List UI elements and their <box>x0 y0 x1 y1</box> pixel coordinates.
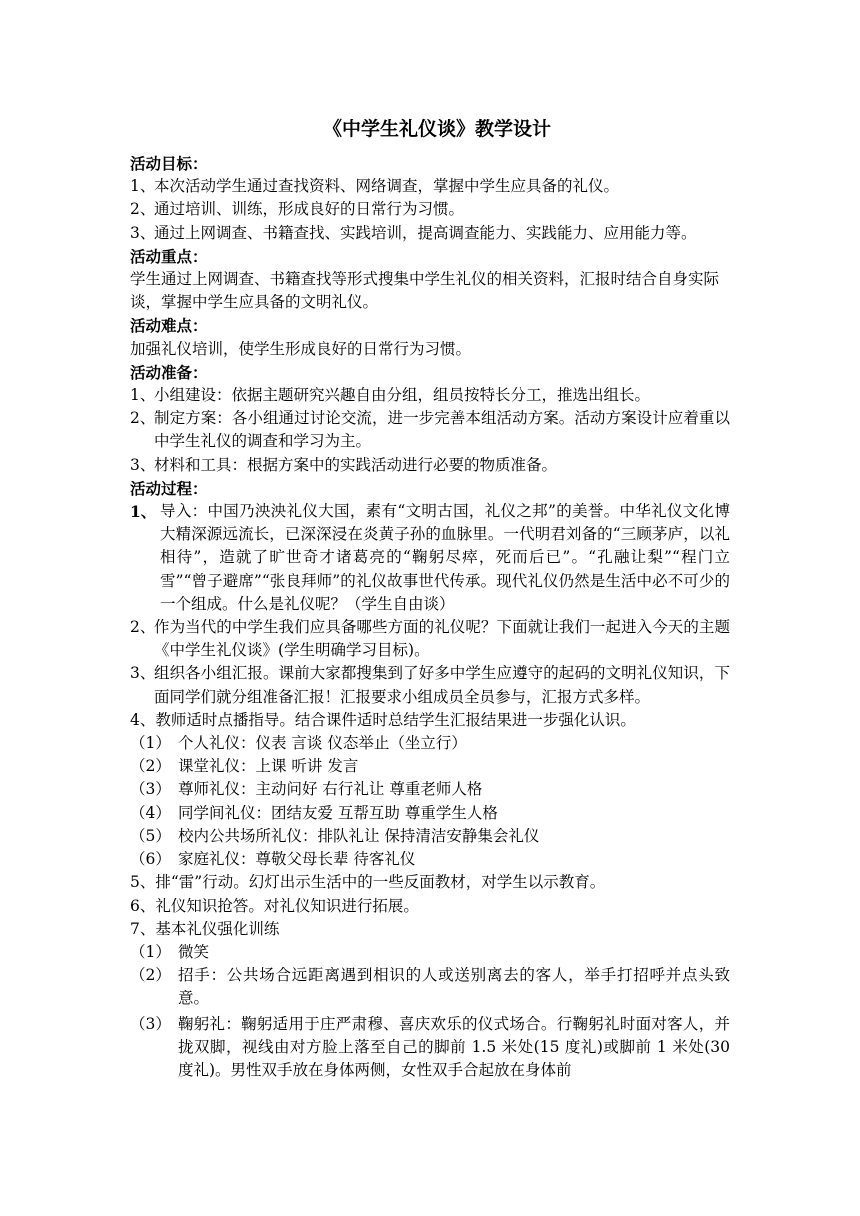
etiquette-item <box>130 825 730 848</box>
item-text: 家庭礼仪：尊敬父母长辈 待客礼仪 <box>178 850 416 869</box>
document-body <box>130 116 730 1082</box>
document-title: 《中学生礼仪谈》教学设计 <box>322 118 551 140</box>
prep-item <box>130 384 730 407</box>
item-number: （4） <box>130 803 171 822</box>
process-item: 4、教师适时点播指导。结合课件适时总结学生汇报结果进一步强化认识。 <box>130 710 636 729</box>
item-text: 通过上网调查、书籍查找、实践培训，提高调查能力、实践能力、应用能力等。 <box>154 223 697 242</box>
etiquette-item <box>130 802 730 825</box>
item-number: （3） <box>130 1014 171 1033</box>
etiquette-item <box>130 732 730 755</box>
item-text: 校内公共场所礼仪：排队礼让 保持清洁安静集会礼仪 <box>178 826 540 845</box>
process-item <box>130 662 730 708</box>
training-item <box>130 941 730 964</box>
item-text: 作为当代的中学生我们应具备哪些方面的礼仪呢？下面就让我们一起进入今天的主题《中学生礼仪谈》(学生明确学习目标)。 <box>154 618 730 660</box>
item-text: 导入：中国乃泱泱礼仪大国，素有“文明古国，礼仪之邦”的美誉。中华礼仪文化博大精深源远流长，已深深浸在炎黄子孙的血脉里。一代明君刘备的“三顾茅庐，以礼相待”，造就了旷世奇才诸葛亮的“鞠躬尽瘁，死而后已”。“孔融让梨”“程门立雪”“曾子避席”“张良拜师”的礼仪故事世代传承。现代礼仪仍然是生活中必不可少的一个组成。什么是礼仪呢？（学生自由谈） <box>160 502 730 613</box>
item-text: 通过培训、训练，形成良好的日常行为习惯。 <box>154 200 465 219</box>
prep-heading: 活动准备： <box>130 362 208 382</box>
prep-item <box>130 407 730 453</box>
process-item: 6、礼仪知识抢答。对礼仪知识进行拓展。 <box>130 896 419 915</box>
item-text: 本次活动学生通过查找资料、网络调查，掌握中学生应具备的礼仪。 <box>154 177 620 196</box>
item-number: （2） <box>130 757 171 776</box>
goal-item <box>130 222 730 245</box>
key-heading: 活动重点： <box>130 246 208 266</box>
item-text: 招手：公共场合远距离遇到相识的人或送别离去的客人，举手打招呼并点头致意。 <box>178 966 730 1008</box>
item-number: （6） <box>130 850 171 869</box>
item-number: （1） <box>130 942 171 961</box>
item-number: 2、 <box>130 200 156 219</box>
etiquette-item <box>130 848 730 871</box>
difficulty-text: 加强礼仪培训，使学生形成良好的日常行为习惯。 <box>130 339 472 358</box>
item-number: （5） <box>130 826 171 845</box>
item-text: 小组建设：依据主题研究兴趣自由分组，组员按特长分工，推选出组长。 <box>154 386 651 405</box>
goal-item <box>130 198 730 221</box>
item-number: （2） <box>130 966 171 985</box>
item-number: 3、 <box>130 223 156 242</box>
item-number: 1、 <box>130 502 157 522</box>
item-number: 3、 <box>130 664 156 683</box>
item-text: 微笑 <box>178 942 210 961</box>
item-text: 尊师礼仪：主动问好 右行礼让 尊重老师人格 <box>178 780 483 799</box>
item-text: 鞠躬礼：鞠躬适用于庄严肃穆、喜庆欢乐的仪式场合。行鞠躬礼时面对客人，并拢双脚，视线由对方脸上落至自己的脚前 1.5 米处(15 度礼)或脚前 1 米处(30 度礼)。男性双手放在身体两侧，女性双手合起放在身体前 <box>178 1014 730 1079</box>
training-item <box>130 964 730 1010</box>
item-number: （1） <box>130 734 171 753</box>
item-number: 3、 <box>130 455 156 474</box>
goal-item <box>130 175 730 198</box>
item-number: 1、 <box>130 177 156 196</box>
process-heading: 活动过程： <box>130 478 208 498</box>
process-item <box>130 500 730 616</box>
item-number: 1、 <box>130 386 156 405</box>
item-text: 组织各小组汇报。课前大家都搜集到了好多中学生应遵守的起码的文明礼仪知识，下面同学们就分组准备汇报！汇报要求小组成员全员参与，汇报方式多样。 <box>154 664 730 706</box>
etiquette-item <box>130 755 730 778</box>
item-number: 2、 <box>130 618 156 637</box>
key-text: 学生通过上网调查、书籍查找等形式搜集中学生礼仪的相关资料，汇报时结合自身实际谈，掌握中学生应具备的文明礼仪。 <box>130 270 720 312</box>
training-item <box>130 1013 730 1083</box>
process-item: 7、基本礼仪强化训练 <box>130 919 280 938</box>
item-number: （3） <box>130 780 171 799</box>
item-text: 材料和工具：根据方案中的实践活动进行必要的物质准备。 <box>154 455 558 474</box>
item-number: 2、 <box>130 409 156 428</box>
etiquette-item <box>130 778 730 801</box>
item-text: 制定方案：各小组通过讨论交流，进一步完善本组活动方案。活动方案设计应着重以中学生礼仪的调查和学习为主。 <box>154 409 730 451</box>
difficulty-heading: 活动难点： <box>130 316 208 336</box>
item-text: 课堂礼仪：上课 听讲 发言 <box>178 757 359 776</box>
item-text: 同学间礼仪：团结友爱 互帮互助 尊重学生人格 <box>178 803 498 822</box>
process-item <box>130 616 730 662</box>
process-item: 5、排“雷”行动。幻灯出示生活中的一些反面教材，对学生以示教育。 <box>130 873 606 892</box>
item-text: 个人礼仪：仪表 言谈 仪态举止（坐立行） <box>178 734 467 753</box>
prep-item <box>130 454 730 477</box>
goals-heading: 活动目标： <box>130 154 208 173</box>
